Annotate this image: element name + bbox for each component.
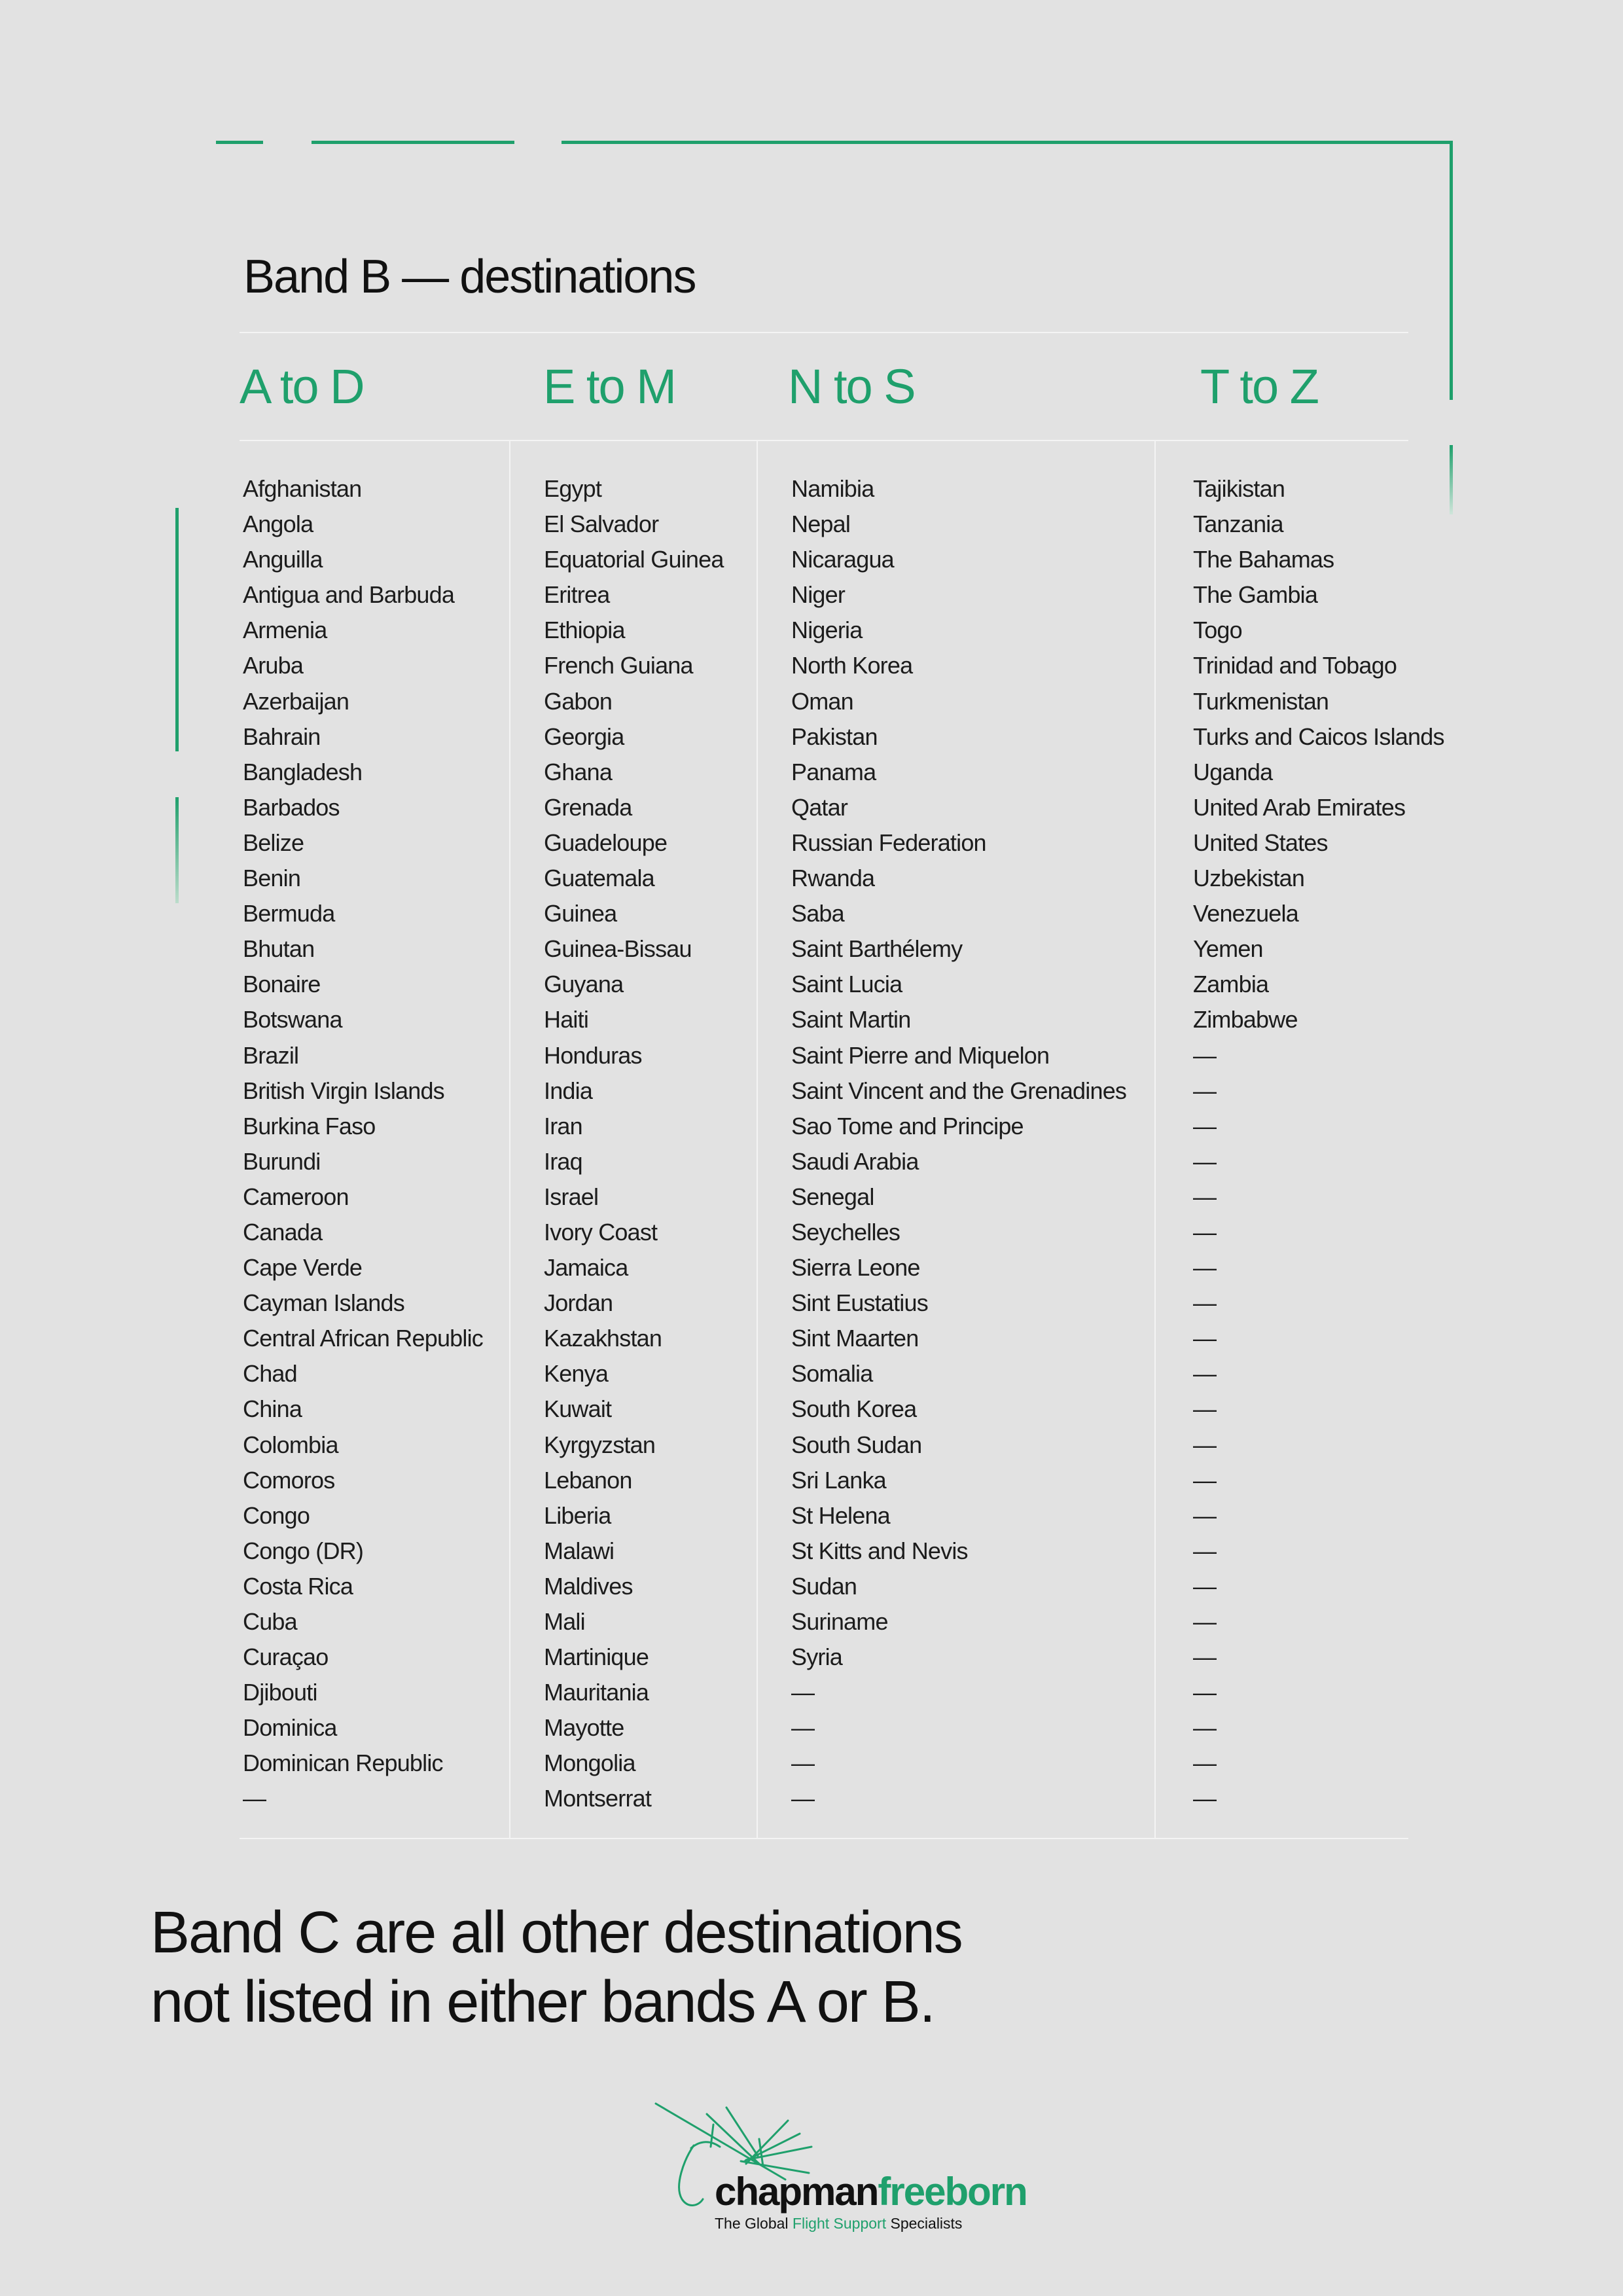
country-item: Bonaire (243, 971, 321, 998)
country-item: North Korea (791, 652, 913, 679)
country-item: Ivory Coast (544, 1218, 658, 1246)
country-item: China (243, 1395, 302, 1423)
country-item: Ethiopia (544, 617, 625, 644)
country-item: Antigua and Barbuda (243, 581, 455, 609)
country-item: Haiti (544, 1006, 589, 1033)
country-item: Guadeloupe (544, 829, 668, 856)
column-heading-e-to-m: E to M (543, 359, 675, 414)
country-item: Saba (791, 900, 844, 927)
country-item: — (1193, 1501, 1217, 1529)
country-item: Nigeria (791, 617, 863, 644)
country-item: Dominica (243, 1714, 337, 1742)
country-item: Mauritania (544, 1679, 649, 1706)
country-item: British Virgin Islands (243, 1077, 444, 1104)
country-item: The Bahamas (1193, 546, 1334, 573)
country-item: Kyrgyzstan (544, 1431, 656, 1458)
country-item: — (1193, 1679, 1217, 1706)
country-item: Equatorial Guinea (544, 546, 724, 573)
country-item: Kazakhstan (544, 1325, 662, 1352)
country-item: — (1193, 1431, 1217, 1458)
country-item: Benin (243, 865, 301, 892)
country-item: — (1193, 1041, 1217, 1069)
country-item: Liberia (544, 1501, 611, 1529)
country-item: Saudi Arabia (791, 1147, 919, 1175)
tagline-post: Specialists (886, 2215, 963, 2232)
country-item: Seychelles (791, 1218, 901, 1246)
country-item: Saint Vincent and the Grenadines (791, 1077, 1127, 1104)
country-item: — (1193, 1643, 1217, 1671)
frame-right-segment-2 (1450, 445, 1453, 514)
country-item: Mongolia (544, 1749, 635, 1777)
country-item: French Guiana (544, 652, 693, 679)
country-item: — (1193, 1608, 1217, 1635)
country-item: — (791, 1785, 815, 1812)
country-item: Sao Tome and Principe (791, 1112, 1024, 1139)
country-item: Cape Verde (243, 1254, 363, 1282)
country-item: Aruba (243, 652, 304, 679)
country-item: South Korea (791, 1395, 917, 1423)
country-item: Venezuela (1193, 900, 1298, 927)
country-item: South Sudan (791, 1431, 922, 1458)
country-item: Nicaragua (791, 546, 894, 573)
tagline-pre: The Global (715, 2215, 793, 2232)
frame-right-segment-1 (1450, 141, 1453, 400)
country-item: Curaçao (243, 1643, 329, 1671)
country-item: Canada (243, 1218, 323, 1246)
country-item: Comoros (243, 1466, 335, 1494)
country-item: Trinidad and Tobago (1193, 652, 1397, 679)
country-item: Gabon (544, 687, 613, 715)
country-item: Turks and Caicos Islands (1193, 723, 1444, 750)
country-item: Yemen (1193, 935, 1263, 963)
country-item: Iran (544, 1112, 582, 1139)
country-item: United States (1193, 829, 1328, 856)
country-item: Belize (243, 829, 304, 856)
column-divider (509, 440, 510, 1839)
country-list-t-to-z (1193, 471, 1444, 1817)
country-item: Azerbaijan (243, 687, 349, 715)
country-item: Afghanistan (243, 475, 362, 502)
country-item: Rwanda (791, 865, 875, 892)
band-c-line-2: not listed in either bands A or B. (151, 1969, 935, 2035)
frame-top-segment-2 (312, 141, 514, 144)
title-rule (240, 332, 1408, 333)
bottom-rule (240, 1838, 1408, 1839)
country-item: Guinea (544, 900, 617, 927)
country-item: — (1193, 1714, 1217, 1742)
country-item: Senegal (791, 1183, 874, 1210)
country-item: Bhutan (243, 935, 315, 963)
country-item: The Gambia (1193, 581, 1318, 609)
column-heading-a-to-d: A to D (240, 359, 364, 414)
country-item: Saint Barthélemy (791, 935, 963, 963)
country-item: Honduras (544, 1041, 642, 1069)
country-item: — (1193, 1289, 1217, 1317)
country-item: India (544, 1077, 593, 1104)
country-item: Somalia (791, 1360, 873, 1388)
country-item: El Salvador (544, 511, 659, 538)
country-item: Sierra Leone (791, 1254, 920, 1282)
country-item: Panama (791, 758, 876, 785)
country-item: Russian Federation (791, 829, 986, 856)
country-item: Zambia (1193, 971, 1269, 998)
country-item: Mayotte (544, 1714, 624, 1742)
country-item: — (1193, 1183, 1217, 1210)
frame-left-segment-2 (175, 797, 179, 903)
country-item: Montserrat (544, 1785, 652, 1812)
logo-tagline (715, 2215, 962, 2233)
country-item: Djibouti (243, 1679, 317, 1706)
country-item: Togo (1193, 617, 1242, 644)
country-item: Barbados (243, 793, 340, 821)
frame-left-segment-1 (175, 508, 179, 751)
country-item: St Kitts and Nevis (791, 1537, 968, 1564)
country-item: Cameroon (243, 1183, 349, 1210)
page-title: Band B — destinations (243, 251, 696, 303)
country-item: Mali (544, 1608, 585, 1635)
country-item: Brazil (243, 1041, 299, 1069)
heading-rule (240, 440, 1408, 441)
logo-wordmark (715, 2169, 1027, 2214)
frame-top-segment-3 (562, 141, 1453, 144)
country-item: Martinique (544, 1643, 649, 1671)
column-heading-t-to-z: T to Z (1200, 359, 1318, 414)
country-item: Cuba (243, 1608, 297, 1635)
country-item: Tanzania (1193, 511, 1283, 538)
country-item: Qatar (791, 793, 848, 821)
country-list-e-to-m (544, 471, 724, 1817)
country-item: Saint Lucia (791, 971, 902, 998)
country-item: Botswana (243, 1006, 342, 1033)
country-item: Georgia (544, 723, 624, 750)
country-item: Saint Martin (791, 1006, 911, 1033)
country-item: Burundi (243, 1147, 321, 1175)
country-item: Dominican Republic (243, 1749, 443, 1777)
country-item: — (1193, 1572, 1217, 1600)
column-divider (1154, 440, 1156, 1839)
country-item: — (791, 1749, 815, 1777)
country-item: Sint Eustatius (791, 1289, 928, 1317)
country-item: Kuwait (544, 1395, 612, 1423)
country-item: Niger (791, 581, 846, 609)
country-item: Malawi (544, 1537, 615, 1564)
country-item: Lebanon (544, 1466, 632, 1494)
country-item: — (1193, 1395, 1217, 1423)
country-item: United Arab Emirates (1193, 793, 1406, 821)
country-item: Uganda (1193, 758, 1273, 785)
country-item: — (1193, 1466, 1217, 1494)
country-item: Costa Rica (243, 1572, 353, 1600)
country-item: Chad (243, 1360, 297, 1388)
country-item: — (1193, 1537, 1217, 1564)
country-item: — (1193, 1147, 1217, 1175)
country-item: Iraq (544, 1147, 582, 1175)
country-item: Guinea-Bissau (544, 935, 692, 963)
country-item: Pakistan (791, 723, 878, 750)
country-item: — (1193, 1254, 1217, 1282)
column-divider (757, 440, 758, 1839)
country-item: — (791, 1714, 815, 1742)
country-item: — (1193, 1112, 1217, 1139)
country-item: Bangladesh (243, 758, 363, 785)
country-item: Grenada (544, 793, 632, 821)
country-item: Congo (DR) (243, 1537, 364, 1564)
country-item: — (1193, 1218, 1217, 1246)
country-item: Eritrea (544, 581, 610, 609)
country-item: Jamaica (544, 1254, 628, 1282)
country-item: — (791, 1679, 815, 1706)
logo-word-freeborn: freeborn (878, 2170, 1027, 2214)
country-item: Sudan (791, 1572, 857, 1600)
country-item: Sri Lanka (791, 1466, 886, 1494)
band-c-note (151, 1898, 962, 2037)
country-item: Burkina Faso (243, 1112, 376, 1139)
tagline-accent: Flight Support (792, 2215, 887, 2232)
country-item: Angola (243, 511, 313, 538)
logo-word-chapman: chapman (715, 2170, 878, 2214)
country-item: Egypt (544, 475, 602, 502)
country-item: — (1193, 1325, 1217, 1352)
country-item: Suriname (791, 1608, 888, 1635)
country-item: Namibia (791, 475, 874, 502)
country-item: Jordan (544, 1289, 613, 1317)
column-heading-n-to-s: N to S (788, 359, 915, 414)
country-item: Oman (791, 687, 853, 715)
country-item: Syria (791, 1643, 843, 1671)
country-item: — (1193, 1785, 1217, 1812)
country-item: Saint Pierre and Miquelon (791, 1041, 1050, 1069)
country-item: Guyana (544, 971, 624, 998)
country-item: Central African Republic (243, 1325, 483, 1352)
band-c-line-1: Band C are all other destinations (151, 1900, 962, 1965)
country-item: Zimbabwe (1193, 1006, 1298, 1033)
country-item: Anguilla (243, 546, 323, 573)
country-item: Cayman Islands (243, 1289, 404, 1317)
country-item: — (243, 1785, 266, 1812)
country-item: Guatemala (544, 865, 654, 892)
country-list-a-to-d (243, 471, 483, 1817)
country-item: Armenia (243, 617, 327, 644)
country-item: St Helena (791, 1501, 890, 1529)
country-item: Israel (544, 1183, 599, 1210)
country-list-n-to-s (791, 471, 1126, 1817)
country-item: — (1193, 1749, 1217, 1777)
country-item: Turkmenistan (1193, 687, 1329, 715)
country-item: — (1193, 1077, 1217, 1104)
country-item: Nepal (791, 511, 851, 538)
country-item: Sint Maarten (791, 1325, 919, 1352)
country-item: Colombia (243, 1431, 338, 1458)
country-item: Kenya (544, 1360, 609, 1388)
country-item: Tajikistan (1193, 475, 1285, 502)
country-item: — (1193, 1360, 1217, 1388)
country-item: Congo (243, 1501, 310, 1529)
country-item: Ghana (544, 758, 613, 785)
frame-top-segment-1 (216, 141, 263, 144)
country-item: Maldives (544, 1572, 633, 1600)
country-item: Bermuda (243, 900, 335, 927)
country-item: Uzbekistan (1193, 865, 1305, 892)
country-item: Bahrain (243, 723, 321, 750)
